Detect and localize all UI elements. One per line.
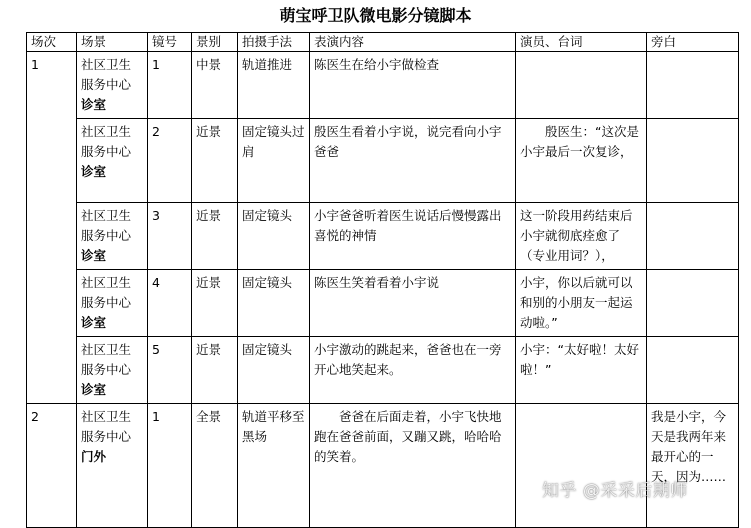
- document-title: 萌宝呼卫队微电影分镜脚本: [279, 6, 472, 25]
- table-row: [27, 337, 739, 404]
- narration-cell: 我是小宇，今天是我两年来最开心的一天，因为……: [647, 404, 739, 528]
- table-row: [27, 203, 739, 270]
- header-action: 表演内容: [310, 33, 516, 52]
- shot-cell: 5: [148, 337, 192, 404]
- location-main: 社区卫生服务中心: [81, 275, 132, 310]
- location-cell: [77, 119, 148, 203]
- location-room: 诊室: [81, 248, 107, 263]
- action-cell: 小宇激动的跳起来，爸爸也在一旁开心地笑起来。: [310, 337, 516, 404]
- header-row: [27, 33, 739, 52]
- location-room: 诊室: [81, 382, 107, 397]
- dialogue-cell: [516, 52, 647, 119]
- location-main: 社区卫生服务中心: [81, 208, 132, 243]
- storyboard-table: [26, 32, 739, 528]
- shot-cell: 1: [148, 404, 192, 528]
- narration-cell: [647, 270, 739, 337]
- shot-cell: 1: [148, 52, 192, 119]
- action-cell: 殷医生看着小宇说，说完看向小宇爸爸: [310, 119, 516, 203]
- watermark: 知乎 @采采后期师: [542, 481, 688, 501]
- dialogue-cell: 殷医生：“这次是小宇最后一次复诊，: [516, 119, 647, 203]
- action-cell: 爸爸在后面走着，小宇飞快地跑在爸爸前面，又蹦又跳，哈哈哈的笑着。: [310, 404, 516, 528]
- table-row: [27, 404, 739, 528]
- location-room: 诊室: [81, 97, 107, 112]
- location-cell: [77, 52, 148, 119]
- narration-cell: [647, 119, 739, 203]
- technique-cell: 固定镜头: [238, 270, 310, 337]
- scene-number-cell: 2: [27, 404, 77, 528]
- table-row: [27, 270, 739, 337]
- framing-cell: 近景: [192, 337, 238, 404]
- location-main: 社区卫生服务中心: [81, 342, 132, 377]
- header-framing: 景别: [192, 33, 238, 52]
- location-main: 社区卫生服务中心: [81, 409, 132, 444]
- location-room: 诊室: [81, 315, 107, 330]
- technique-cell: 固定镜头: [238, 203, 310, 270]
- location-main: 社区卫生服务中心: [81, 57, 132, 92]
- table-row: [27, 119, 739, 203]
- location-cell: [77, 203, 148, 270]
- shot-cell: 3: [148, 203, 192, 270]
- narration-cell: [647, 337, 739, 404]
- dialogue-cell: [516, 404, 647, 528]
- action-cell: 小宇爸爸听着医生说话后慢慢露出喜悦的神情: [310, 203, 516, 270]
- location-cell: [77, 270, 148, 337]
- framing-cell: 中景: [192, 52, 238, 119]
- technique-cell: 轨道推进: [238, 52, 310, 119]
- header-shot: 镜号: [148, 33, 192, 52]
- framing-cell: 全景: [192, 404, 238, 528]
- header-dialogue: 演员、台词: [516, 33, 647, 52]
- header-scene: 场次: [27, 33, 77, 52]
- dialogue-cell: 小宇：“太好啦！太好啦！”: [516, 337, 647, 404]
- header-location: 场景: [77, 33, 148, 52]
- dialogue-cell: 小宇，你以后就可以和别的小朋友一起运动啦。”: [516, 270, 647, 337]
- header-narration: 旁白: [647, 33, 739, 52]
- table-row: [27, 52, 739, 119]
- dialogue-cell: 这一阶段用药结束后小宇就彻底痊愈了（专业用词？），: [516, 203, 647, 270]
- technique-cell: 轨道平移至黑场: [238, 404, 310, 528]
- action-cell: 陈医生在给小宇做检查: [310, 52, 516, 119]
- header-technique: 拍摄手法: [238, 33, 310, 52]
- framing-cell: 近景: [192, 203, 238, 270]
- location-cell: [77, 337, 148, 404]
- framing-cell: 近景: [192, 270, 238, 337]
- technique-cell: 固定镜头过肩: [238, 119, 310, 203]
- action-cell: 陈医生笑着看着小宇说: [310, 270, 516, 337]
- location-room: 门外: [81, 449, 107, 464]
- framing-cell: 近景: [192, 119, 238, 203]
- location-cell: [77, 404, 148, 528]
- shot-cell: 4: [148, 270, 192, 337]
- shot-cell: 2: [148, 119, 192, 203]
- location-room: 诊室: [81, 164, 107, 179]
- narration-cell: [647, 203, 739, 270]
- scene-number-cell: 1: [27, 52, 77, 404]
- location-main: 社区卫生服务中心: [81, 124, 132, 159]
- narration-cell: [647, 52, 739, 119]
- technique-cell: 固定镜头: [238, 337, 310, 404]
